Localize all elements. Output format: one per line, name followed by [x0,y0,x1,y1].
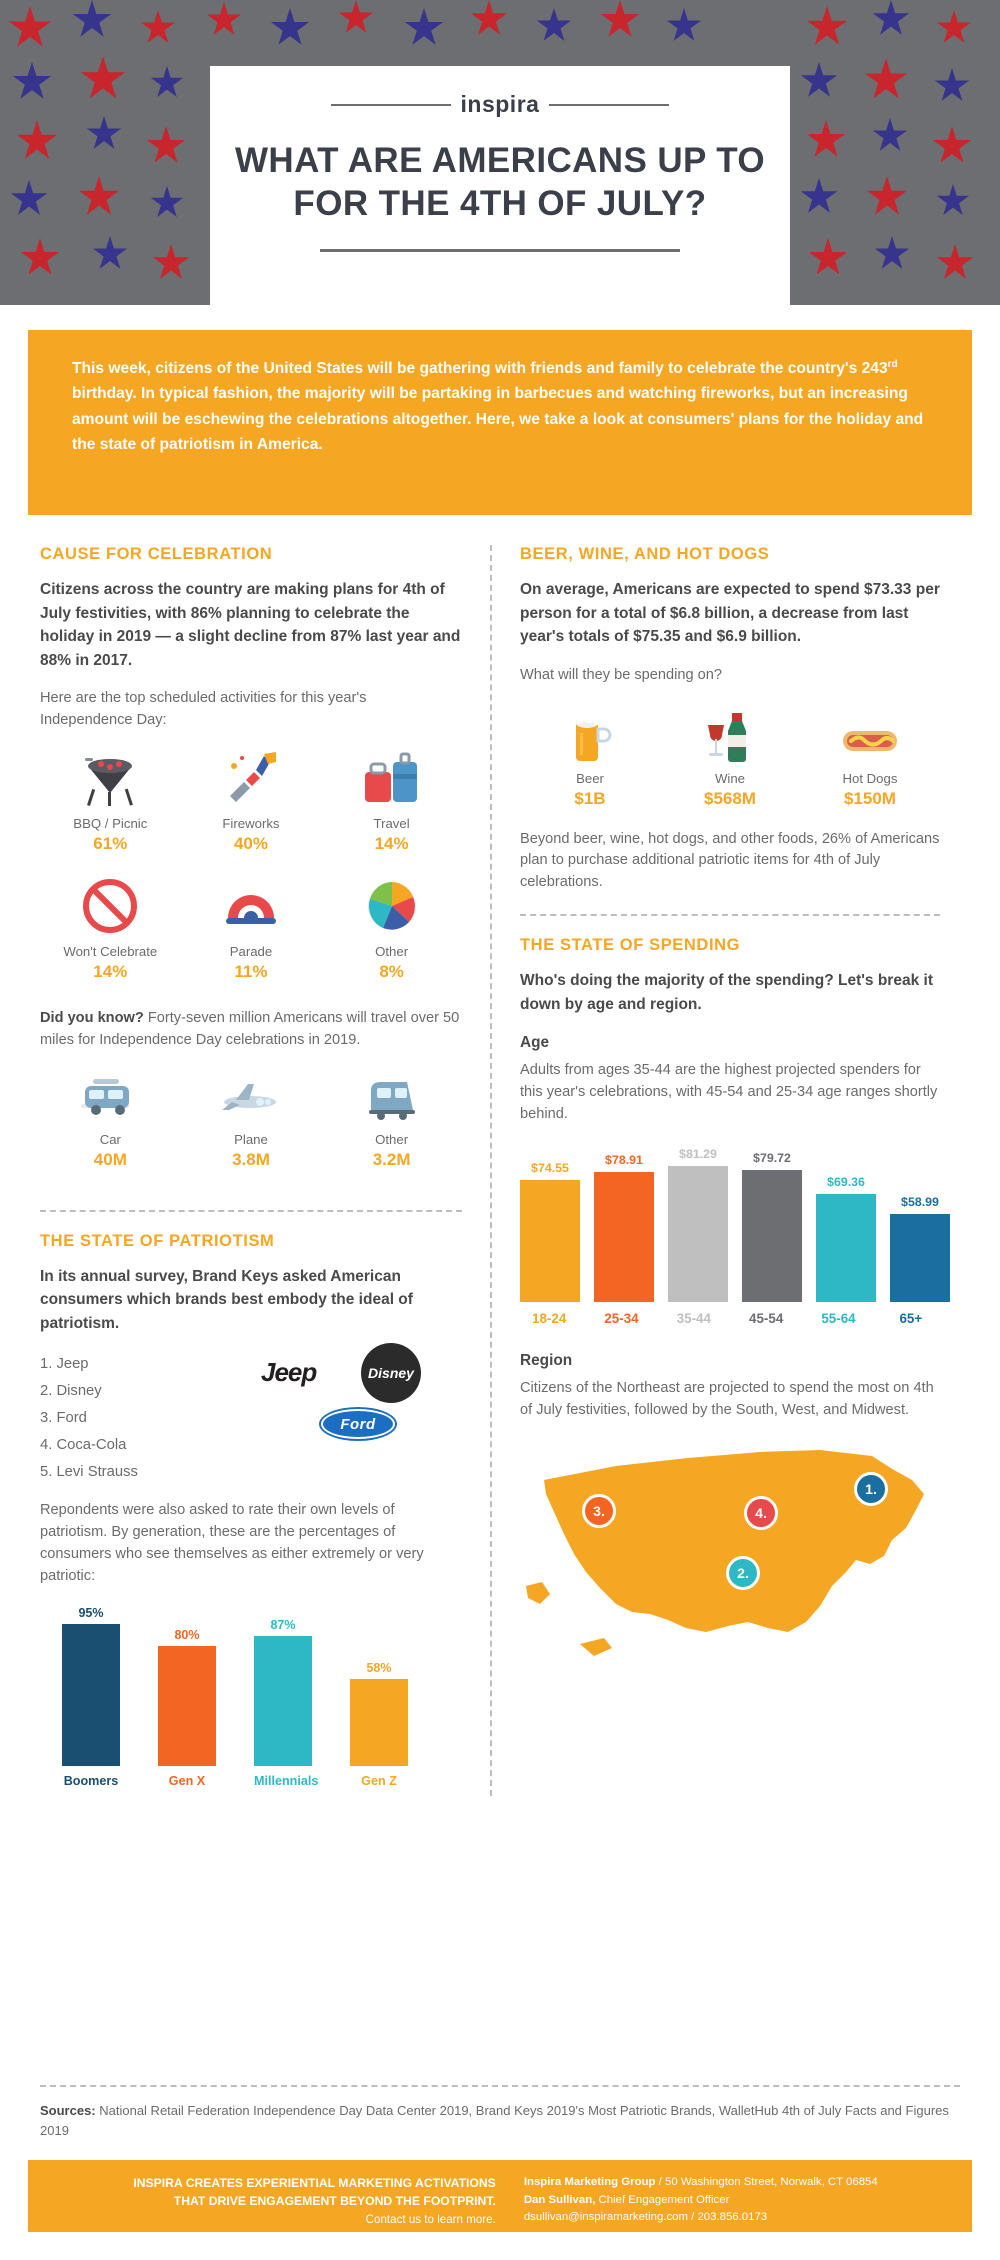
activity-label: Other [375,943,409,959]
age-label: 65+ [899,1310,923,1326]
footer-address: / 50 Washington Street, Norwalk, CT 06854 [655,2176,878,2188]
list-item: 5. Levi Strauss [40,1464,138,1481]
beer-icon [520,701,660,763]
generation-bar [158,1646,216,1766]
list-item: 1. Jeep [40,1356,89,1373]
age-subhead: Age [520,1034,550,1052]
spending-lead: On average, Americans are expected to spend $73.33 per person for a total of $6.8 billion, a decrease from last year's totals of $75.35 and $6.9 billion. [520,581,940,646]
train-icon [321,1062,462,1124]
age-label: 45-54 [749,1310,784,1326]
age-bar [890,1214,950,1302]
footer-company-line [524,2174,946,2192]
logo-rule-right [549,104,669,106]
content-columns [40,545,960,1796]
spend-value: $1B [574,788,606,808]
generation-bar-item [350,1661,408,1766]
no-entry-icon [40,874,181,936]
did-you-know-text: Forty-seven million Americans will travel over 50 miles for Independence Day celebrations in 2019. [40,1009,460,1048]
activity-value: 11% [234,961,268,981]
activity-value: 8% [379,961,404,981]
travel-label: Plane [234,1131,268,1147]
age-value: $58.99 [901,1194,939,1209]
generation-label: Gen X [168,1773,206,1788]
generation-bar [62,1624,120,1766]
age-bars [520,1142,940,1302]
travel-grid [40,1062,462,1190]
generation-bar [254,1636,312,1766]
list-item: 2. Disney [40,1383,102,1400]
celebration-sub: Here are the top scheduled activities for this year's Independence Day: [40,690,367,729]
footer-person-title: Chief Engagement Officer [595,2193,730,2206]
section-heading-celebration: CAUSE FOR CELEBRATION [40,545,273,563]
activity-value: 40% [233,833,268,853]
age-text: Adults from ages 35-44 are the highest projected spenders for this year's celebrations, with 45-54 and 25-34 age ranges shortly behind. [520,1062,938,1123]
generation-value: 95% [78,1605,104,1620]
footer-company-name: Inspira Marketing Group [523,2176,656,2188]
celebration-lead: Citizens across the country are making plans for 4th of July festivities, with 86% planning to celebrate the holiday in 2019 — a slight decline from 87% last year and 88% in 2017. [40,581,461,669]
activity-item [40,746,181,854]
age-value: $78.91 [605,1152,643,1167]
spend-value: $568M [703,788,756,808]
travel-label: Other [375,1131,409,1147]
page-title: WHAT ARE AMERICANS UP TO FOR THE 4TH OF JULY? [234,141,766,223]
sources [40,2085,960,2140]
list-item: 3. Ford [40,1410,87,1427]
region-pin-midwest: 4. [744,1496,778,1530]
age-bar [668,1166,728,1302]
age-bar-item [594,1153,654,1302]
generation-bar-item [62,1606,120,1766]
spend-label: Beer [576,770,604,786]
fireworks-icon [181,746,322,808]
disney-logo: Disney [361,1343,421,1403]
footer-tagline-line2: THAT DRIVE ENGAGEMENT BEYOND THE FOOTPRINT. [173,2194,496,2209]
us-map-shape [520,1436,940,1671]
spend-items-grid [520,701,940,829]
age-value: $69.36 [827,1174,865,1189]
divider [40,1210,462,1212]
age-label: 55-64 [821,1310,856,1326]
activity-value: 61% [93,833,128,853]
generation-bar-item [254,1618,312,1766]
did-you-know-label: Did you know? [40,1009,144,1026]
spending-closing: Beyond beer, wine, hot dogs, and other foods, 26% of Americans plan to purchase additional patriotic items for 4th of July celebrations. [520,830,940,891]
section-heading-beer-wine-hotdogs: BEER, WINE, AND HOT DOGS [520,545,770,563]
age-bar [520,1180,580,1302]
logo-text: inspira [460,91,540,117]
age-bar [816,1194,876,1302]
title-underline [320,249,680,252]
activity-item [321,874,462,982]
divider [520,914,940,916]
brands-list [40,1351,251,1486]
sources-label: Sources: [40,2103,96,2118]
activity-item [181,874,322,982]
left-column [40,545,490,1796]
footer-tagline [54,2174,518,2226]
generation-label: Boomers [63,1773,119,1788]
logo-rule-left [331,104,451,106]
travel-label: Car [99,1131,121,1147]
generation-value: 80% [174,1627,200,1642]
travel-value: 3.2M [372,1149,411,1169]
hotdog-icon [800,701,940,763]
header [0,0,1000,305]
age-bar [742,1170,802,1302]
jeep-logo: Jeep [261,1357,317,1388]
footer-email-phone[interactable]: dsullivan@inspiramarketing.com / 203.856.0173 [523,2211,768,2224]
car-icon [40,1062,181,1124]
plane-icon [181,1062,322,1124]
right-column [492,545,940,1796]
spend-value: $150M [843,788,896,808]
wine-icon [660,701,800,763]
generation-patriotism-chart [40,1606,462,1796]
age-bar-item [520,1161,580,1302]
generation-label: Millennials [254,1773,319,1788]
footer-contact [518,2174,946,2224]
sources-text: National Retail Federation Independence Day Data Center 2019, Brand Keys 2019's Most Patriotic Brands, WalletHub 4th of July Facts and Figures 2019 [40,2103,949,2138]
age-bar-item [668,1147,728,1302]
region-pin-northeast: 1. [854,1472,888,1506]
brands-row [40,1351,462,1486]
generation-label: Gen Z [361,1773,397,1788]
activity-value: 14% [374,833,409,853]
travel-item [181,1062,322,1170]
generation-bar [350,1679,408,1766]
section-heading-patriotism: THE STATE OF PATRIOTISM [40,1231,275,1250]
spend-label: Wine [714,770,745,786]
generation-value: 58% [366,1660,392,1675]
footer-person-name: Dan Sullivan, [523,2193,596,2206]
travel-value: 40M [93,1149,127,1169]
age-label: 25-34 [604,1310,639,1326]
parade-icon [181,874,322,936]
section-heading-state-of-spending: THE STATE OF SPENDING [520,936,741,955]
activity-label: Travel [373,815,410,831]
region-text: Citizens of the Northeast are projected to spend the most on 4th of July festivities, followed by the South, West, and Midwest. [520,1379,934,1418]
region-pin-west: 3. [582,1494,616,1528]
age-spending-chart [520,1142,940,1326]
footer-contact-cta[interactable]: Contact us to learn more. [365,2212,496,2226]
age-bar-item [816,1175,876,1302]
age-bar [594,1172,654,1302]
footer-person-line [524,2192,946,2210]
travel-item [321,1062,462,1170]
activity-value: 14% [93,961,128,981]
age-bar-item [890,1195,950,1302]
activities-grid [40,746,462,1002]
region-subhead: Region [520,1351,573,1369]
activity-item [181,746,322,854]
activity-label: Won't Celebrate [63,943,158,959]
activity-item [321,746,462,854]
us-map [520,1436,940,1686]
brand-logo [210,91,790,118]
generation-bar-item [158,1628,216,1766]
footer [28,2160,972,2232]
travel-value: 3.8M [232,1149,270,1169]
generation-bars [40,1606,462,1766]
intro-paragraph: This week, citizens of the United States will be gathering with friends and family to celebrate the country's 243rd birthday. In typical fashion, the majority will be partaking in barbecues and watching fireworks, but an increasing amount will be eschewing the celebrations altogether. Here, we take a look at consumers' plans for the holiday and the state of patriotism in America. [28,330,972,515]
age-value: $74.55 [531,1160,569,1175]
activity-label: BBQ / Picnic [73,815,148,831]
brand-logos [251,1351,462,1466]
grill-icon [40,746,181,808]
age-labels [520,1311,940,1326]
age-label: 18-24 [532,1310,567,1326]
luggage-icon [321,746,462,808]
state-spending-lead: Who's doing the majority of the spending? Let's break it down by age and region. [520,972,933,1013]
activity-item [40,874,181,982]
patriotism-lead: In its annual survey, Brand Keys asked American consumers which brands best embody the ideal of patriotism. [40,1267,413,1332]
spending-question: What will they be spending on? [520,666,723,683]
travel-item [40,1062,181,1170]
generation-labels [40,1774,462,1788]
footer-tagline-line1: INSPIRA CREATES EXPERIENTIAL MARKETING ACTIVATIONS [133,2176,496,2190]
activity-label: Fireworks [222,815,280,831]
header-card [210,66,790,305]
age-label: 35-44 [676,1310,711,1326]
spend-label: Hot Dogs [842,770,898,786]
age-value: $81.29 [679,1146,717,1161]
spend-item [520,701,660,809]
list-item: 4. Coca-Cola [40,1437,127,1454]
activity-label: Parade [229,943,273,959]
age-value: $79.72 [753,1150,791,1165]
spend-item [800,701,940,809]
age-bar-item [742,1151,802,1302]
patriotism-note: Repondents were also asked to rate their own levels of patriotism. By generation, these are the percentages of consumers who see themselves as either extremely or very patriotic: [40,1502,424,1584]
generation-value: 87% [270,1617,296,1632]
did-you-know [40,1008,462,1052]
pie-chart-icon [321,874,462,936]
spend-item [660,701,800,809]
ford-logo: Ford [321,1409,395,1439]
region-pin-south: 2. [726,1556,760,1590]
